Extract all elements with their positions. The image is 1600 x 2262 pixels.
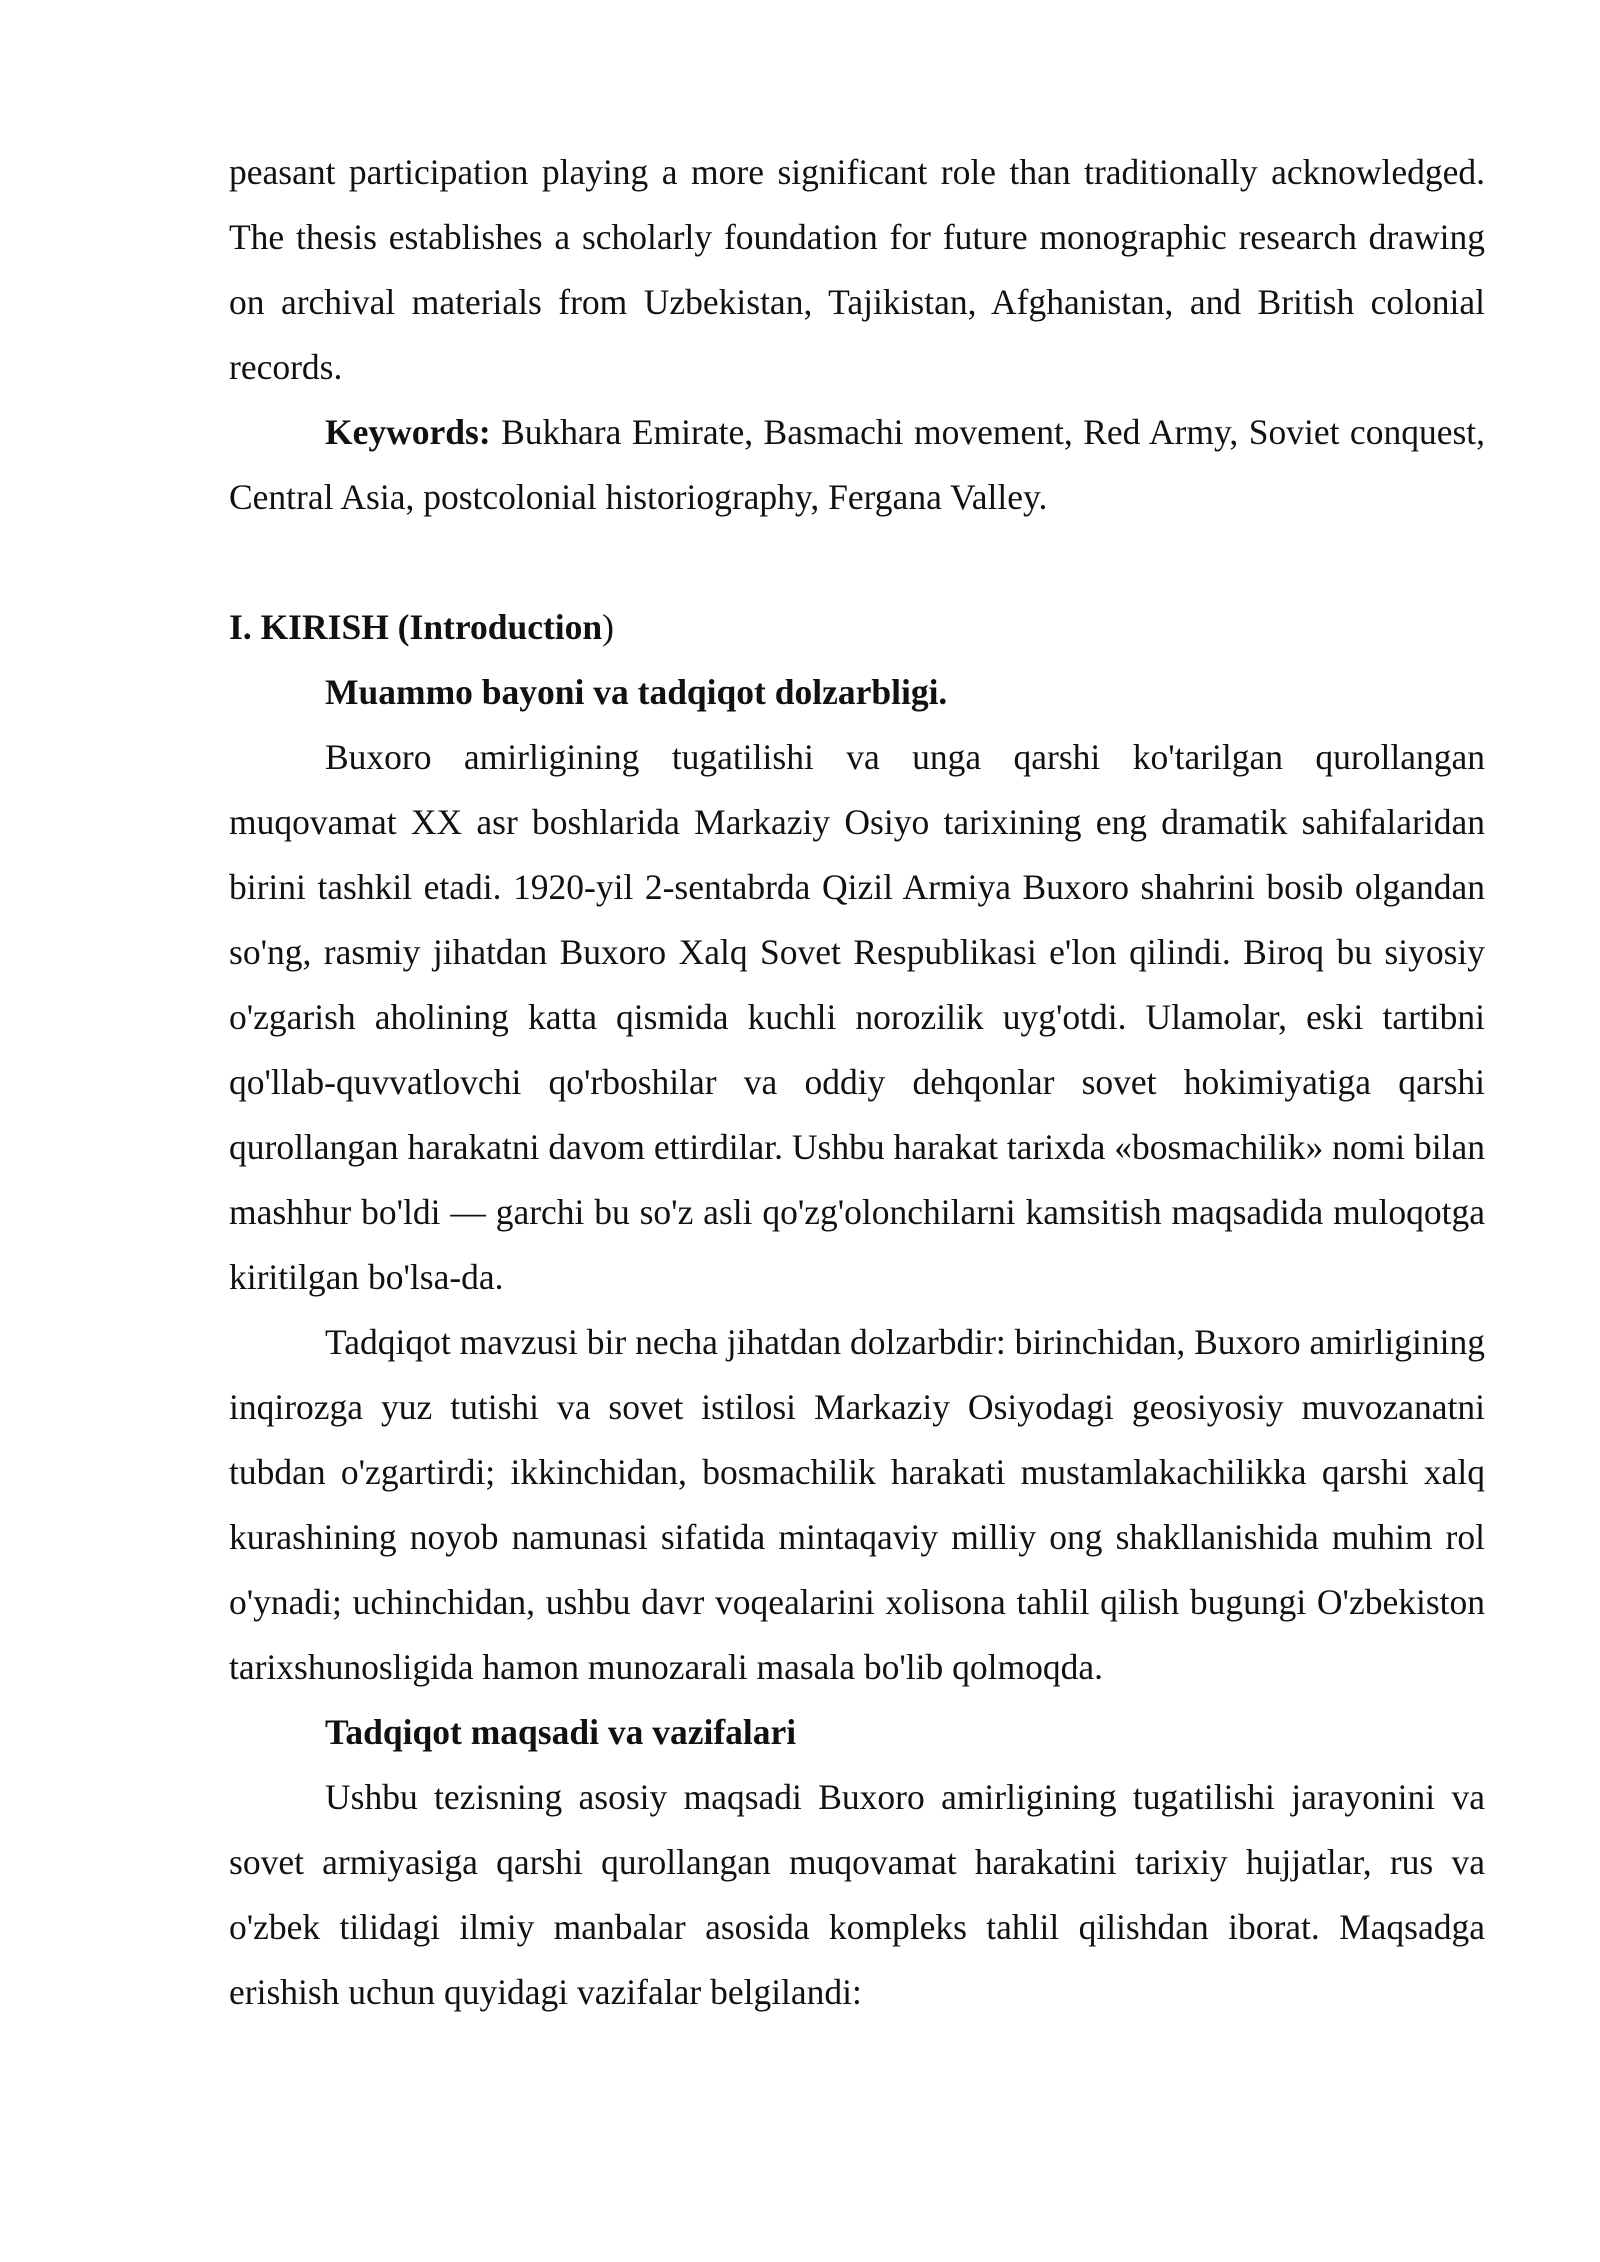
section-heading bbox=[229, 595, 1485, 660]
document-page bbox=[229, 140, 1485, 2025]
keywords-text: Bukhara Emirate, Basmachi movement, Red Army, Soviet conquest, Central Asia, postcolonial historiography, Fergana Valley. bbox=[229, 412, 1486, 517]
section-heading-paren: ) bbox=[602, 607, 614, 647]
subheading-problem-statement: Muammo bayoni va tadqiqot dolzarbligi. bbox=[325, 672, 948, 712]
keywords-label: Keywords: bbox=[325, 412, 491, 452]
subheading-research-goals: Tadqiqot maqsadi va vazifalari bbox=[325, 1712, 797, 1752]
section-heading-text: I. KIRISH (Introduction bbox=[229, 607, 603, 647]
abstract-continuation-paragraph: peasant participation playing a more significant role than traditionally acknowledged. The thesis establishes a scholarly foundation for future monographic research drawing on archival materials from Uzbekistan, Tajikistan, Afghanistan, and British colonial records. bbox=[229, 152, 1485, 387]
body-paragraph-1: Buxoro amirligining tugatilishi va unga qarshi ko'tarilgan qurollangan muqovamat XX asr boshlarida Markaziy Osiyo tarixining eng dramatik sahifalaridan birini tashkil etadi. 1920-yil 2-sentabrda Qizil Armiya Buxoro shahrini bosib olgandan so'ng, rasmiy jihatdan Buxoro Xalq Sovet Respublikasi e'lon qilindi. Biroq bu siyosiy o'zgarish aholining katta qismida kuchli norozilik uyg'otdi. Ulamolar, eski tartibni qo'llab-quvvatlovchi qo'rboshilar va oddiy dehqonlar sovet hokimiyatiga qarshi qurollangan harakatni davom ettirdilar. Ushbu harakat tarixda «bosmachilik» nomi bilan mashhur bo'ldi — garchi bu so'z asli qo'zg'olonchilarni kamsitish maqsadida muloqotga kiritilgan bo'lsa-da. bbox=[229, 737, 1485, 1297]
section-gap bbox=[229, 530, 1485, 595]
body-paragraph-2: Tadqiqot mavzusi bir necha jihatdan dolzarbdir: birinchidan, Buxoro amirligining inqirozga yuz tutishi va sovet istilosi Markaziy Osiyodagi geosiyosiy muvozanatni tubdan o'zgartirdi; ikkinchidan, bosmachilik harakati mustamlakachilikka qarshi xalq kurashining noyob namunasi sifatida mintaqaviy milliy ong shakllanishida muhim rol o'ynadi; uchinchidan, ushbu davr voqealarini xolisona tahlil qilish bugungi O'zbekiston tarixshunosligida hamon munozarali masala bo'lib qolmoqda. bbox=[229, 1322, 1485, 1687]
body-paragraph-3: Ushbu tezisning asosiy maqsadi Buxoro amirligining tugatilishi jarayonini va sovet armiyasiga qarshi qurollangan muqovamat harakatini tarixiy hujjatlar, rus va o'zbek tilidagi ilmiy manbalar asosida kompleks tahlil qilishdan iborat. Maqsadga erishish uchun quyidagi vazifalar belgilandi: bbox=[229, 1777, 1485, 2012]
keywords-paragraph bbox=[229, 400, 1485, 530]
